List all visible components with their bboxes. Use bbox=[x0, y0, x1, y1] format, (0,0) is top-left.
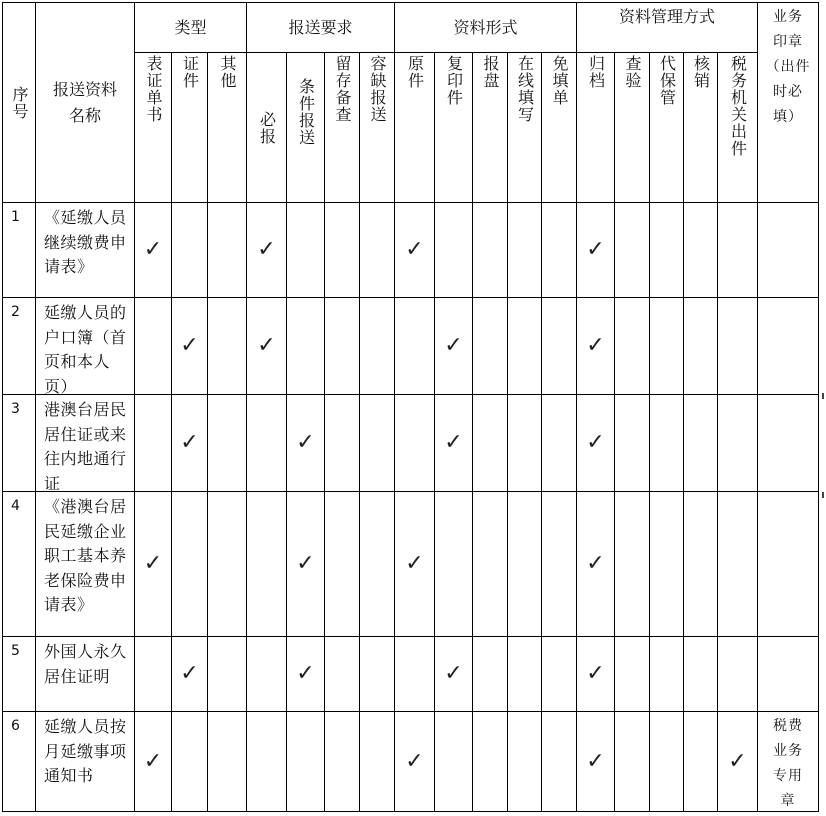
row-cell-zhengjian bbox=[171, 711, 208, 812]
row-seq-cell bbox=[2, 636, 36, 712]
header-col-chayan-label: 查验 bbox=[623, 55, 642, 89]
row-cell-zhengjian bbox=[171, 297, 208, 395]
row-cell-shuiwu bbox=[717, 636, 758, 712]
row-seq-cell bbox=[2, 491, 36, 637]
row-cell-daibaoguan bbox=[649, 491, 684, 637]
header-col-zaixian bbox=[507, 52, 542, 203]
header-col-hexiao bbox=[683, 52, 718, 203]
check-mark: ✓ bbox=[143, 237, 163, 262]
row-cell-baopan bbox=[472, 711, 508, 812]
row-cell-rongque bbox=[359, 636, 395, 712]
row-cell-zhengjian bbox=[171, 636, 208, 712]
header-col-qita bbox=[207, 52, 247, 203]
check-mark: ✓ bbox=[444, 661, 463, 686]
row-name: 延缴人员按月延缴事项通知书 bbox=[44, 717, 127, 785]
row-seal-cell bbox=[757, 202, 819, 298]
row-cell-zaixian bbox=[507, 202, 542, 298]
row-cell-qita bbox=[207, 491, 247, 637]
check-mark: ✓ bbox=[405, 237, 424, 262]
check-mark: ✓ bbox=[257, 237, 276, 262]
header-col-shuiwu bbox=[717, 52, 758, 203]
check-mark: ✓ bbox=[143, 551, 163, 576]
check-mark: ✓ bbox=[586, 748, 605, 774]
row-cell-chayan bbox=[614, 202, 650, 298]
header-col-baopan bbox=[472, 52, 508, 203]
header-col-mianti bbox=[541, 52, 577, 203]
row-seq: 6 bbox=[11, 718, 20, 734]
row-cell-rongque bbox=[359, 491, 395, 637]
row-cell-zaixian bbox=[507, 711, 542, 812]
row-cell-mianti bbox=[541, 202, 577, 298]
header-group-form bbox=[394, 2, 577, 53]
row-seal-cell bbox=[757, 297, 819, 395]
check-mark: ✓ bbox=[180, 430, 199, 455]
row-cell-daibaoguan bbox=[649, 394, 684, 492]
row-cell-mianti bbox=[541, 394, 577, 492]
row-name: 外国人永久居住证明 bbox=[44, 642, 127, 686]
row-name-cell bbox=[35, 491, 135, 637]
row-cell-bibao bbox=[246, 297, 287, 395]
row-cell-qita bbox=[207, 636, 247, 712]
check-mark: ✓ bbox=[296, 661, 315, 686]
header-seq: 序号 bbox=[10, 85, 29, 120]
row-cell-bibao bbox=[246, 636, 287, 712]
row-cell-daibaoguan bbox=[649, 297, 684, 395]
row-seq: 1 bbox=[11, 209, 20, 225]
row-cell-tiaojian bbox=[286, 202, 325, 298]
header-col-rongque bbox=[359, 52, 395, 203]
row-name-cell bbox=[35, 711, 135, 812]
row-cell-yuanjian bbox=[394, 394, 435, 492]
row-cell-guidang bbox=[576, 202, 615, 298]
row-cell-liucun bbox=[324, 297, 360, 395]
header-seal-note: （出件时必填） bbox=[765, 59, 811, 125]
row-cell-yuanjian bbox=[394, 711, 435, 812]
row-cell-chayan bbox=[614, 711, 650, 812]
row-cell-fuyin bbox=[434, 202, 473, 298]
row-seal: 税费业务专用章 bbox=[773, 718, 803, 809]
row-cell-qita bbox=[207, 297, 247, 395]
row-cell-baopan bbox=[472, 491, 508, 637]
check-mark: ✓ bbox=[728, 748, 747, 774]
header-group-req-label: 报送要求 bbox=[288, 18, 353, 37]
row-name-cell bbox=[35, 394, 135, 492]
row-cell-mianti bbox=[541, 297, 577, 395]
row-cell-fuyin bbox=[434, 297, 473, 395]
row-cell-bibao bbox=[246, 711, 287, 812]
check-mark: ✓ bbox=[586, 661, 605, 686]
row-cell-liucun bbox=[324, 394, 360, 492]
check-mark: ✓ bbox=[586, 430, 605, 455]
row-cell-biaozheng bbox=[134, 202, 172, 298]
row-seq-cell bbox=[2, 297, 36, 395]
row-cell-fuyin bbox=[434, 394, 473, 492]
header-col-baopan-label: 报盘 bbox=[481, 55, 500, 89]
row-name-cell bbox=[35, 202, 135, 298]
row-cell-hexiao bbox=[683, 202, 718, 298]
header-col-guidang-label: 归档 bbox=[586, 55, 606, 89]
row-cell-tiaojian bbox=[286, 394, 325, 492]
row-cell-bibao bbox=[246, 491, 287, 637]
row-cell-rongque bbox=[359, 202, 395, 298]
row-cell-shuiwu bbox=[717, 202, 758, 298]
row-name: 港澳台居民居住证或来往内地通行证 bbox=[44, 400, 127, 493]
row-cell-tiaojian bbox=[286, 297, 325, 395]
header-seq-cell bbox=[2, 2, 36, 203]
row-cell-tiaojian bbox=[286, 636, 325, 712]
row-cell-chayan bbox=[614, 636, 650, 712]
row-cell-zaixian bbox=[507, 491, 542, 637]
row-seq: 5 bbox=[11, 643, 20, 659]
header-col-liucun-label: 留存备查 bbox=[333, 55, 352, 123]
header-col-daibaoguan bbox=[649, 52, 684, 203]
row-cell-chayan bbox=[614, 297, 650, 395]
row-cell-zhengjian bbox=[171, 394, 208, 492]
row-cell-yuanjian bbox=[394, 636, 435, 712]
row-cell-fuyin bbox=[434, 711, 473, 812]
row-name-cell bbox=[35, 636, 135, 712]
check-mark: ✓ bbox=[143, 748, 163, 774]
row-seal-cell bbox=[757, 394, 819, 492]
row-cell-zaixian bbox=[507, 297, 542, 395]
row-cell-biaozheng bbox=[134, 297, 172, 395]
header-col-mianti-label: 免填单 bbox=[550, 55, 569, 106]
row-seal-cell bbox=[757, 491, 819, 637]
row-cell-zhengjian bbox=[171, 491, 208, 637]
row-cell-hexiao bbox=[683, 636, 718, 712]
row-cell-chayan bbox=[614, 491, 650, 637]
row-cell-guidang bbox=[576, 394, 615, 492]
header-group-req bbox=[246, 2, 395, 53]
edge-mark bbox=[822, 492, 824, 498]
check-mark: ✓ bbox=[586, 237, 605, 262]
row-cell-hexiao bbox=[683, 394, 718, 492]
header-col-bibao bbox=[246, 52, 287, 203]
row-cell-baopan bbox=[472, 636, 508, 712]
header-col-zaixian-label: 在线填写 bbox=[515, 55, 535, 123]
row-seq-cell bbox=[2, 711, 36, 812]
row-cell-zaixian bbox=[507, 394, 542, 492]
row-cell-baopan bbox=[472, 297, 508, 395]
header-group-mgmt bbox=[576, 2, 758, 53]
row-name: 延缴人员的户口簿（首页和本人页） bbox=[44, 303, 127, 396]
row-cell-chayan bbox=[614, 394, 650, 492]
row-cell-hexiao bbox=[683, 297, 718, 395]
row-cell-rongque bbox=[359, 711, 395, 812]
row-name: 《港澳台居民延缴企业职工基本养老保险费申请表》 bbox=[44, 497, 127, 614]
row-cell-biaozheng bbox=[134, 491, 172, 637]
header-col-bibao-label: 必报 bbox=[257, 110, 277, 145]
row-cell-qita bbox=[207, 394, 247, 492]
header-col-zhengjian bbox=[171, 52, 208, 203]
check-mark: ✓ bbox=[257, 333, 276, 358]
row-cell-baopan bbox=[472, 394, 508, 492]
header-col-biaozheng bbox=[134, 52, 172, 203]
row-cell-tiaojian bbox=[286, 491, 325, 637]
check-mark: ✓ bbox=[296, 430, 315, 455]
header-col-chayan bbox=[614, 52, 650, 203]
check-mark: ✓ bbox=[444, 333, 463, 358]
header-col-guidang bbox=[576, 52, 615, 203]
header-col-tiaojian bbox=[286, 52, 325, 203]
row-cell-yuanjian bbox=[394, 202, 435, 298]
row-cell-yuanjian bbox=[394, 491, 435, 637]
row-cell-mianti bbox=[541, 711, 577, 812]
header-group-type-label: 类型 bbox=[174, 18, 207, 37]
row-cell-biaozheng bbox=[134, 711, 172, 812]
header-group-mgmt-label: 资料管理方式 bbox=[618, 7, 715, 26]
header-name-cell bbox=[35, 2, 135, 203]
row-cell-tiaojian bbox=[286, 711, 325, 812]
row-cell-shuiwu bbox=[717, 491, 758, 637]
row-cell-fuyin bbox=[434, 636, 473, 712]
row-cell-biaozheng bbox=[134, 394, 172, 492]
row-cell-fuyin bbox=[434, 491, 473, 637]
row-cell-mianti bbox=[541, 636, 577, 712]
row-cell-zaixian bbox=[507, 636, 542, 712]
row-seal-cell bbox=[757, 711, 819, 812]
header-col-zhengjian-label: 证件 bbox=[180, 55, 200, 89]
check-mark: ✓ bbox=[444, 430, 463, 455]
check-mark: ✓ bbox=[586, 333, 605, 358]
row-seq: 2 bbox=[11, 304, 20, 320]
row-cell-bibao bbox=[246, 394, 287, 492]
header-group-form-label: 资料形式 bbox=[453, 18, 518, 37]
header-col-qita-label: 其他 bbox=[218, 55, 237, 89]
row-cell-daibaoguan bbox=[649, 711, 684, 812]
row-cell-biaozheng bbox=[134, 636, 172, 712]
header-col-fuyin bbox=[434, 52, 473, 203]
row-cell-yuanjian bbox=[394, 297, 435, 395]
row-cell-shuiwu bbox=[717, 297, 758, 395]
row-name: 《延缴人员继续缴费申请表》 bbox=[44, 208, 127, 276]
row-cell-qita bbox=[207, 202, 247, 298]
header-col-fuyin-label: 复印件 bbox=[444, 55, 464, 106]
row-cell-liucun bbox=[324, 636, 360, 712]
check-mark: ✓ bbox=[586, 551, 605, 576]
row-cell-hexiao bbox=[683, 491, 718, 637]
row-cell-guidang bbox=[576, 491, 615, 637]
header-col-yuanjian bbox=[394, 52, 435, 203]
row-seq-cell bbox=[2, 202, 36, 298]
check-mark: ✓ bbox=[180, 333, 199, 358]
header-col-daibaoguan-label: 代保管 bbox=[657, 55, 677, 106]
check-mark: ✓ bbox=[180, 661, 199, 686]
row-cell-rongque bbox=[359, 394, 395, 492]
header-seal-cell bbox=[757, 2, 819, 203]
row-cell-hexiao bbox=[683, 711, 718, 812]
check-mark: ✓ bbox=[296, 551, 315, 576]
header-col-tiaojian-label: 条件报送 bbox=[296, 78, 316, 146]
row-cell-liucun bbox=[324, 491, 360, 637]
row-seq-cell bbox=[2, 394, 36, 492]
row-cell-guidang bbox=[576, 297, 615, 395]
row-cell-liucun bbox=[324, 711, 360, 812]
header-col-hexiao-label: 核销 bbox=[691, 55, 711, 89]
check-mark: ✓ bbox=[405, 551, 424, 576]
row-seal-cell bbox=[757, 636, 819, 712]
header-col-shuiwu-label: 税务机关出件 bbox=[728, 55, 748, 157]
row-cell-guidang bbox=[576, 711, 615, 812]
row-cell-daibaoguan bbox=[649, 202, 684, 298]
row-cell-shuiwu bbox=[717, 394, 758, 492]
row-cell-liucun bbox=[324, 202, 360, 298]
row-seq: 3 bbox=[11, 401, 20, 417]
edge-mark bbox=[822, 393, 824, 399]
row-name-cell bbox=[35, 297, 135, 395]
row-seq: 4 bbox=[11, 498, 20, 514]
row-cell-rongque bbox=[359, 297, 395, 395]
header-group-type bbox=[134, 2, 247, 53]
row-cell-baopan bbox=[472, 202, 508, 298]
row-cell-zhengjian bbox=[171, 202, 208, 298]
row-cell-qita bbox=[207, 711, 247, 812]
header-seal: 业务印章 bbox=[773, 9, 803, 50]
row-cell-guidang bbox=[576, 636, 615, 712]
row-cell-shuiwu bbox=[717, 711, 758, 812]
header-name: 报送资料名称 bbox=[52, 79, 117, 125]
header-col-biaozheng-label: 表证单书 bbox=[144, 55, 163, 123]
row-cell-mianti bbox=[541, 491, 577, 637]
header-col-liucun bbox=[324, 52, 360, 203]
row-cell-daibaoguan bbox=[649, 636, 684, 712]
header-col-rongque-label: 容缺报送 bbox=[368, 55, 387, 123]
row-cell-bibao bbox=[246, 202, 287, 298]
header-col-yuanjian-label: 原件 bbox=[405, 55, 425, 89]
check-mark: ✓ bbox=[405, 748, 424, 774]
